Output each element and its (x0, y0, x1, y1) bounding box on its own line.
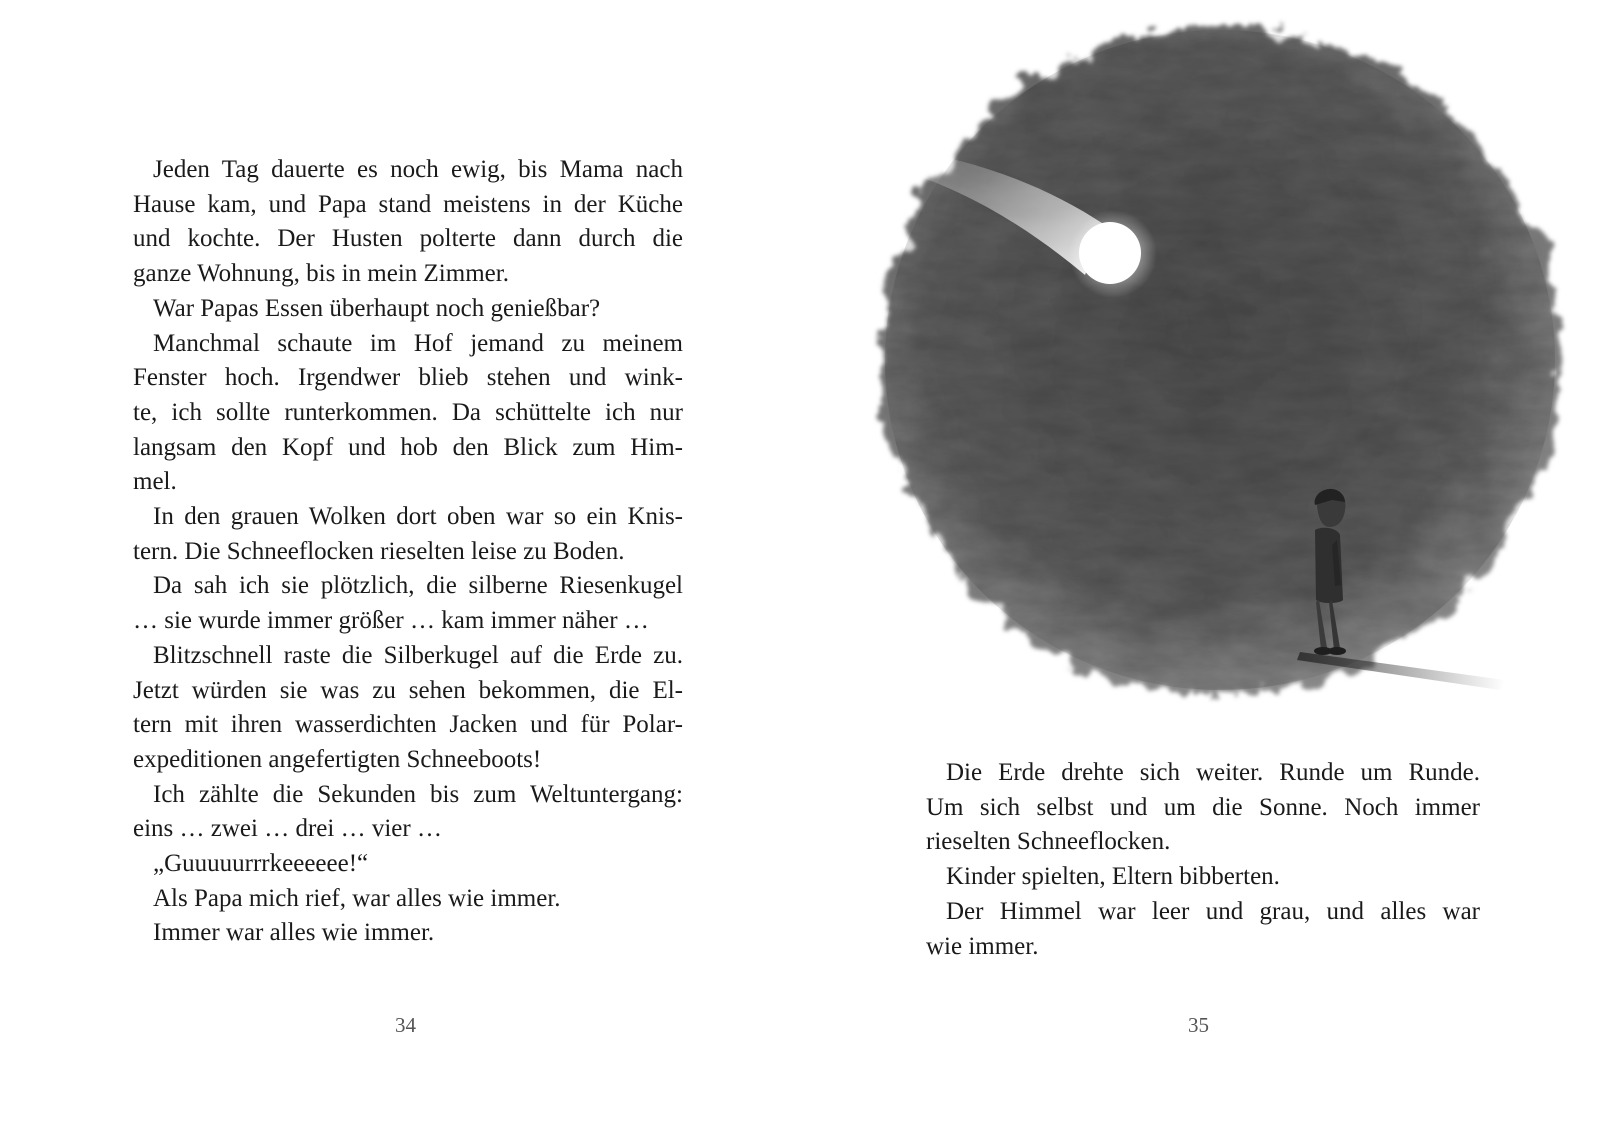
left_page-text-line: tern. Die Schneeflocken rieselten leise zu Boden. (133, 537, 625, 565)
page-number-left: 34 (395, 1013, 416, 1037)
left_page-text-line: Jeden Tag dauerte es noch ewig, bis Mama nach (153, 156, 683, 183)
left_page-text-line: Blitzschnell raste die Silberkugel auf die Erde zu. (153, 641, 683, 669)
left_page-text-line: tern mit ihren wasserdichten Jacken und für Polar- (133, 711, 683, 739)
right_page-text-line: rieselten Schneeflocken. (926, 828, 1171, 856)
left_page-text-line: Jetzt würden sie was zu sehen bekommen, die El- (133, 676, 683, 704)
right_page-text-line: Um sich selbst und um die Sonne. Noch immer (926, 793, 1480, 821)
left_page-text-line: Immer war alles wie immer. (153, 919, 435, 947)
page-number-right: 35 (1188, 1013, 1209, 1037)
left-page-text (133, 153, 683, 951)
left_page-text-line: In den grauen Wolken dort oben war so ein Knis- (153, 503, 683, 531)
left_page-text-line: te, ich sollte runterkommen. Da schüttelte ich nur (133, 398, 683, 426)
left_page-text-line: langsam den Kopf und hob den Blick zum Him- (133, 433, 683, 461)
night-sky-illustration (845, 0, 1570, 740)
left_page-text-line: Ich zählte die Sekunden bis zum Weltuntergang: (153, 780, 683, 808)
left_page-text-line: expeditionen angefertigten Schneeboots! (133, 745, 542, 773)
left_page-text-line: ganze Wohnung, bis in mein Zimmer. (133, 260, 509, 288)
left_page-text-line: Da sah ich sie plötzlich, die silberne Riesenkugel (153, 572, 683, 600)
left_page-text-line: Manchmal schaute im Hof jemand zu meinem (153, 329, 683, 357)
left_page-text-line: und kochte. Der Husten polterte dann durch die (133, 225, 683, 253)
left_page-text-line: eins … zwei … drei … vier … (133, 815, 442, 843)
left_page-text-line: Fenster hoch. Irgendwer blieb stehen und wink- (133, 364, 683, 392)
left_page-text-line: Hause kam, und Papa stand meistens in der Küche (133, 190, 683, 218)
right_page-text-line: Die Erde drehte sich weiter. Runde um Runde. (946, 759, 1480, 786)
left_page-text-line: mel. (133, 468, 177, 496)
right-page-text (926, 756, 1480, 964)
left_page-text-line: War Papas Essen überhaupt noch genießbar? (153, 294, 601, 322)
left_page-text-line: „Guuuuurrrkeeeeee!“ (153, 850, 369, 878)
right_page-text-line: Kinder spielten, Eltern bibberten. (946, 863, 1280, 891)
left_page-text-line: … sie wurde immer größer … kam immer näher … (133, 607, 649, 635)
right_page-text-line: Der Himmel war leer und grau, und alles war (946, 897, 1480, 925)
sky-disc (880, 25, 1560, 695)
left_page-text-line: Als Papa mich rief, war alles wie immer. (153, 884, 561, 912)
right-page (800, 0, 1600, 1131)
right_page-text-line: wie immer. (926, 932, 1039, 960)
